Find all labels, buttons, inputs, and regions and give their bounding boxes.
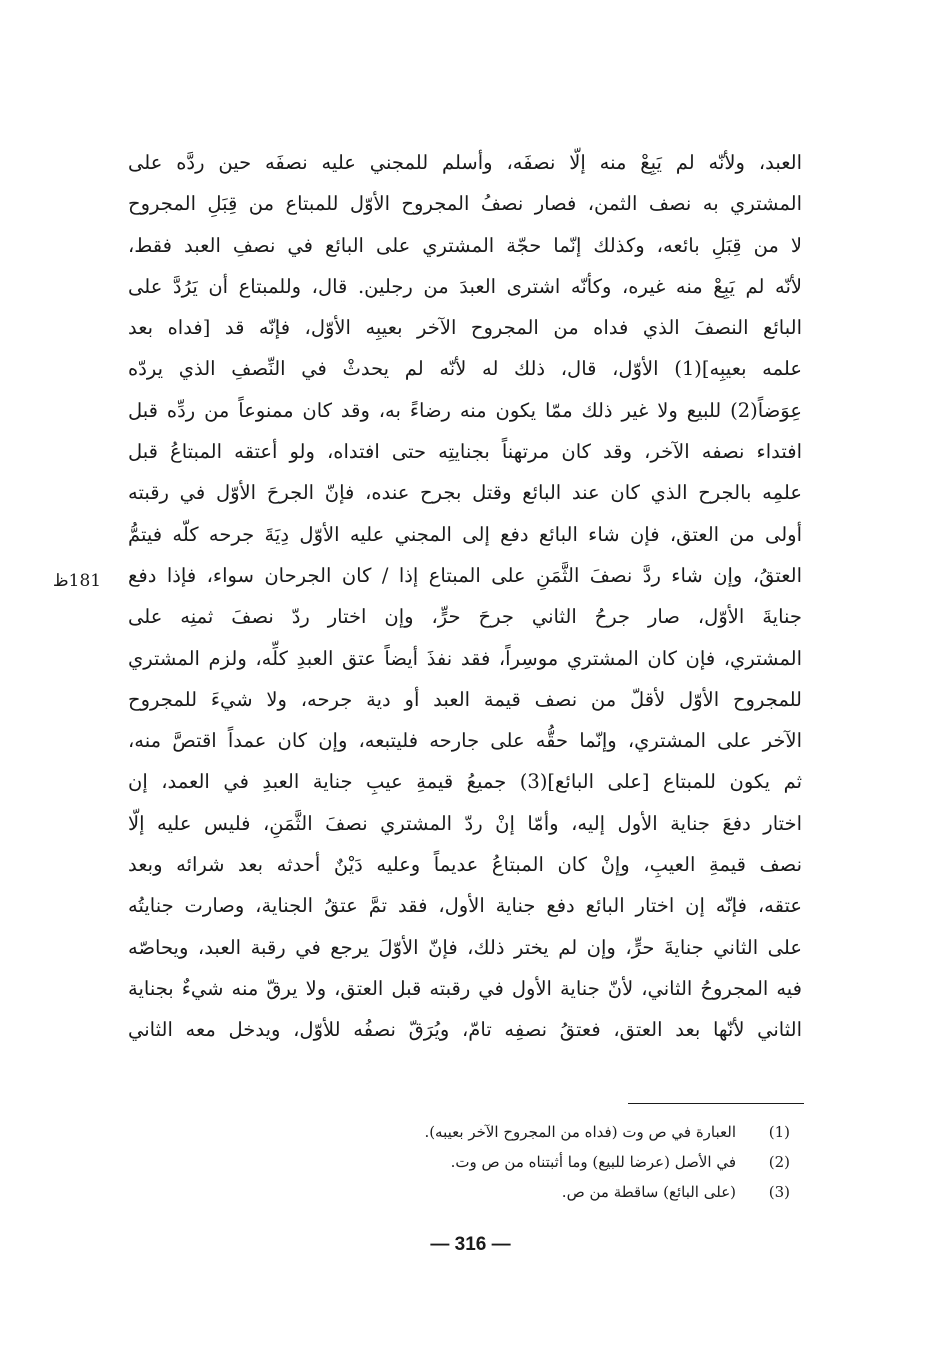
footnote-text: في الأصل (عرضا للبيع) وما أثبتناه من ص وت.: [450, 1153, 736, 1171]
text-line: الآخر على المشتري، وإنّما حقُّه على جارحه فليتبعه، وإن كان عمداً اقتصَّ منه،: [128, 729, 802, 753]
text-line: للمجروح الأوّل لأقلّ من نصف قيمة العبد أو دية جرحه، ولا شيءَ للمجروح: [128, 687, 802, 711]
text-line: لا من قِبَلِ بائعه، وكذلك إنّما حجّة المشتري على البائع في نصفِ العبد فقط،: [128, 233, 802, 257]
text-line: عِوَضاً(2) للبيع ولا غير ذلك ممّا يكون منه رضاءً به، وقد كان ممنوعاً من ردِّه قبل: [128, 398, 802, 422]
text-line: على الثاني جنايةَ حرٍّ، وإن لم يختر ذلك، فإنّ الأوّلَ يرجع في رقبة العبد، ويحاصّه: [128, 935, 802, 959]
footnote-item: [300, 1147, 790, 1177]
text-line: ثم يكون للمبتاع [على البائع](3) جميعُ قيمةِ عيبِ جناية العبدِ في العمد، إن: [128, 770, 802, 794]
text-line: علمِه بالجرح الذي كان عند البائع وقتل بجرح عنده، فإنّ الجرحَ الأوّل في رقبته: [128, 481, 802, 505]
text-line: المشتري به نصف الثمن، فصار نصفُ المجروح الأوّل للمبتاع من قِبَلِ المجروح: [128, 192, 802, 216]
footnote-item: [300, 1177, 790, 1207]
footnote-text: (على البائع) ساقطة من ص.: [561, 1183, 736, 1201]
text-line: البائع النصفَ الذي فداه من المجروح الآخر بعيبِه الأوّل، فإنّه قد [فداه بعد: [128, 316, 802, 340]
footnote-number: (3): [768, 1183, 790, 1201]
footnote-text: العبارة في ص وت (فداه من المجروح الآخر بعيبه).: [424, 1123, 736, 1141]
text-line: عتقه، فإنّه إن اختار البائع دفع جناية الأول، فقد تمَّ عتقُ الجناية، وصارت جنايتُه: [128, 894, 802, 918]
manuscript-folio-marker: 181ظ: [52, 571, 102, 591]
text-line: اختار دفعَ جناية الأول إليه، وأمّا إنْ ردّ المشتري نصفَ الثَّمَنِ، فليس عليه إلّا: [128, 811, 802, 835]
text-line: العتقُ، وإن شاء ردَّ نصفَ الثَّمَنِ على المبتاع إذا / كان الجرحان سواء، فإذا دفع: [128, 563, 802, 587]
text-line: افتداء نصفه الآخر، وقد كان مرتهناً بجنايتِه حتى افتداه، ولو أعتقه المبتاعُ قبل: [128, 440, 802, 464]
text-line: أولى من العتق، فإن شاء البائع دفع إلى المجني عليه الأوّل دِيَةَ جرحه كلّه فيتمُّ: [128, 522, 802, 546]
text-line: المشتري، فإن كان المشتري موسِراً، فقد نفذَ أيضاً عتق العبدِ كلِّه، ولزم المشتري: [128, 646, 802, 670]
footnote-number: (2): [768, 1153, 790, 1171]
text-line: جنايةَ الأوّل، صار جرحُ الثاني جرحَ حرٍّ، وإن اختار ردّ نصفَ ثمنِه على: [128, 605, 802, 629]
footnote-separator: [628, 1103, 804, 1104]
text-line: نصف قيمةِ العيبِ، وإنْ كان المبتاعُ عديماً وعليه دَيْنٌ أحدثه بعد شرائه وبعد: [128, 853, 802, 877]
footnote-number: (1): [768, 1123, 790, 1141]
footnotes: [300, 1117, 790, 1207]
text-line: لأنّه لم يَبِعْ منه غيره، وكأنّه اشترى العبدَ من رجلين. قال، وللمبتاع أن يَرُدَّ على: [128, 274, 802, 298]
page-number: — 316 —: [430, 1234, 511, 1255]
text-line: الثاني لأنّها بعد العتق، فعتقُ نصفِه تامّ، ويُرَقّ نصفُه للأوّل، ويدخل معه الثاني: [128, 1018, 802, 1042]
text-line: فيه المجروحُ الثاني، لأنّ جناية الأول في رقبته قبل العتق، ولا يرقّ منه شيءٌ بجناية: [128, 976, 802, 1000]
text-line: علمه بعيبِه](1) الأوّل، قال، ذلك له لأنّه لم يحدثْ في النِّصفِ الذي يردّه: [128, 357, 802, 381]
footnote-item: [300, 1117, 790, 1147]
main-text-block: [128, 142, 802, 1051]
text-line: العبد، ولأنّه لم يَبِعْ منه إلّا نصفَه، وأسلم للمجني عليه نصفَه حين ردَّه على: [128, 151, 802, 174]
